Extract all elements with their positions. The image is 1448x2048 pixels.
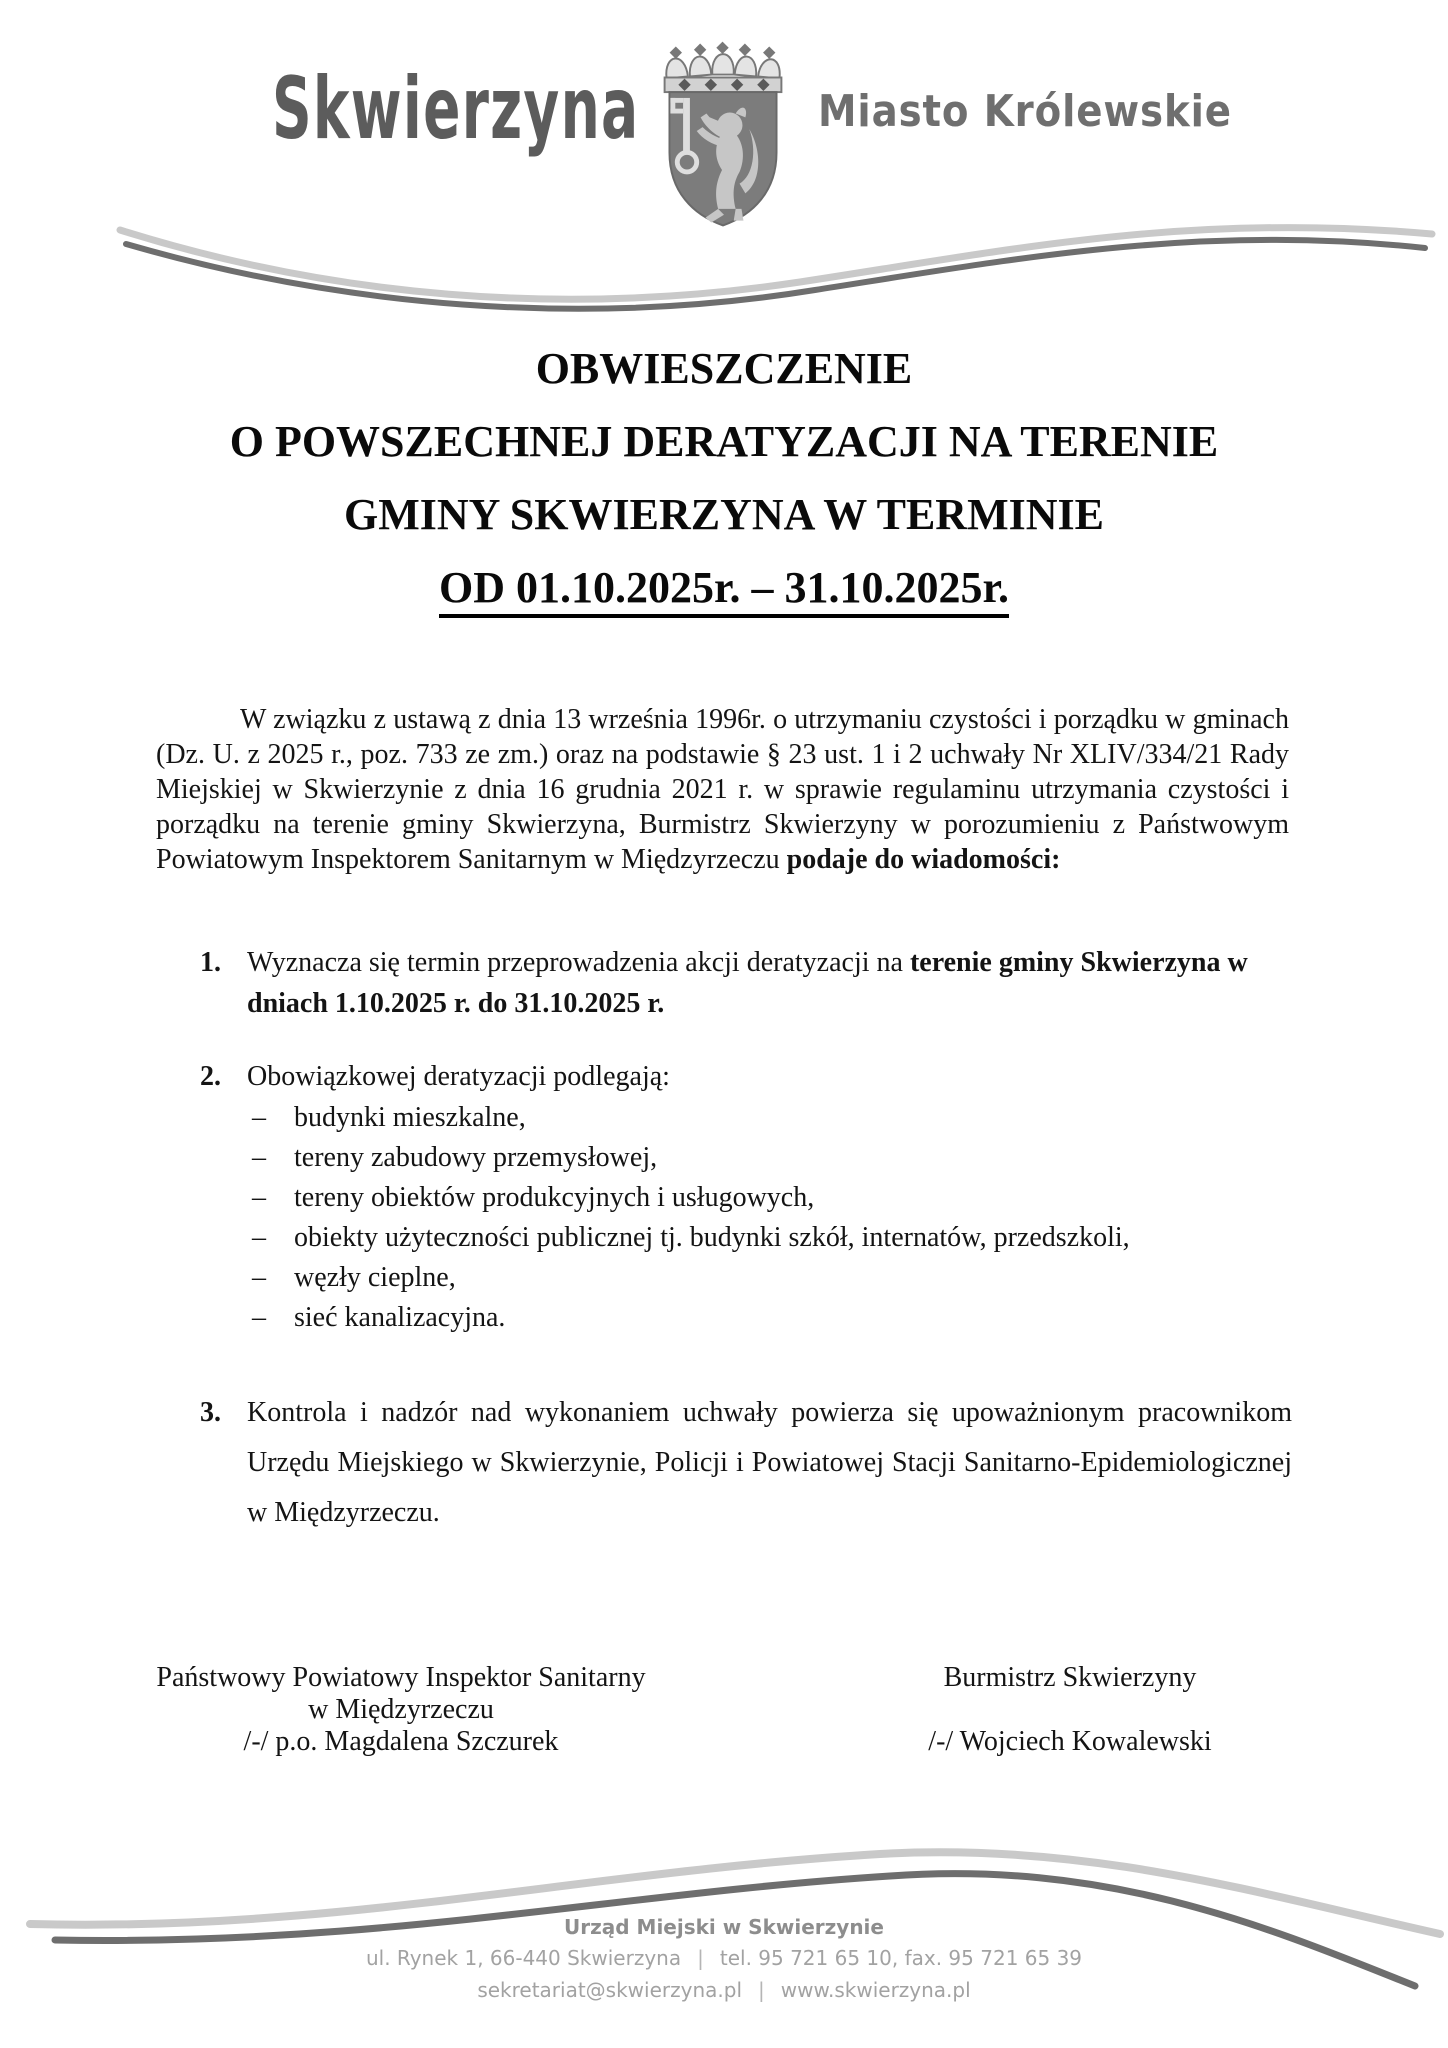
date-range-text: OD 01.10.2025r. – 31.10.2025r. bbox=[439, 564, 1009, 618]
signature-left-title: Państwowy Powiatowy Inspektor Sanitarny bbox=[156, 1662, 646, 1693]
bullet-item bbox=[252, 1138, 1292, 1178]
title-line-2: O POWSZECHNEJ DERATYZACJI NA TERENIE bbox=[229, 417, 1219, 466]
footer-phone: tel. 95 721 65 10, fax. 95 721 65 39 bbox=[719, 1946, 1083, 1970]
bullet-dash: – bbox=[252, 1102, 266, 1133]
bullet-text: obiekty użyteczności publicznej tj. budynki szkół, internatów, przedszkoli, bbox=[294, 1222, 1130, 1253]
footer-separator: | bbox=[758, 1978, 765, 2002]
footer bbox=[0, 1912, 1448, 2006]
bullet-text: tereny obiektów produkcyjnych i usługowych, bbox=[294, 1182, 815, 1213]
bullet-dash: – bbox=[252, 1142, 266, 1173]
bullet-text: tereny zabudowy przemysłowej, bbox=[294, 1142, 658, 1173]
bullet-text: sieć kanalizacyjna. bbox=[294, 1302, 506, 1333]
footer-contact-line bbox=[0, 1942, 1448, 1974]
signature-right-name: /-/ Wojciech Kowalewski bbox=[928, 1726, 1212, 1757]
list-item-2 bbox=[200, 1056, 1292, 1097]
item-1-text-bold: terenie gminy Skwierzyna w dniach 1.10.2025 r. do 31.10.2025 r. bbox=[247, 947, 1248, 1019]
header-wave-icon bbox=[0, 178, 1448, 313]
item-1-text bbox=[247, 942, 1292, 1024]
signature-left bbox=[118, 1662, 684, 1758]
intro-text-bold: podaje do wiadomości: bbox=[786, 844, 1061, 875]
signature-right bbox=[820, 1662, 1320, 1758]
signature-right-title: Burmistrz Skwierzyny bbox=[943, 1662, 1197, 1693]
bullet-item bbox=[252, 1098, 1292, 1138]
item-2-number: 2. bbox=[200, 1061, 221, 1092]
city-logo-text: Skwierzyna bbox=[272, 59, 640, 159]
footer-web-line bbox=[0, 1974, 1448, 2006]
item-1-number: 1. bbox=[200, 947, 221, 978]
item-3-number: 3. bbox=[200, 1397, 221, 1428]
title-date-range bbox=[0, 551, 1448, 624]
bullet-text: budynki mieszkalne, bbox=[294, 1102, 526, 1133]
list-item-1 bbox=[200, 942, 1292, 1024]
bullet-dash: – bbox=[252, 1302, 266, 1333]
signature-left-location: w Międzyrzeczu bbox=[308, 1694, 494, 1725]
list-item-3 bbox=[200, 1388, 1292, 1538]
bullet-item bbox=[252, 1178, 1292, 1218]
bullet-item bbox=[252, 1258, 1292, 1298]
intro-text: W związku z ustawą z dnia 13 września 1996r. o utrzymaniu czystości i porządku w gminach (Dz. U. z 2025 r., poz. 733 ze zm.) oraz na podstawie § 23 ust. 1 i 2 uchwały Nr XLIV/334/21 Rady Miejskiej w Skwierzynie z dnia 16 grudnia 2021 r. w sprawie regulaminu utrzymania czystości i porządku na terenie gminy Skwierzyna, Burmistrz Skwierzyny w porozumieniu z Państwowym Powiatowym Inspektorem Sanitarnym w Międzyrzeczu bbox=[156, 704, 1289, 875]
footer-separator: | bbox=[697, 1946, 704, 1970]
bullet-dash: – bbox=[252, 1182, 266, 1213]
intro-paragraph bbox=[156, 702, 1289, 877]
footer-email: sekretariat@skwierzyna.pl bbox=[477, 1978, 742, 2002]
bullet-list bbox=[252, 1098, 1292, 1338]
signature-left-name: /-/ p.o. Magdalena Szczurek bbox=[243, 1726, 559, 1757]
signature-right-spacer bbox=[820, 1694, 1320, 1726]
footer-website: www.skwierzyna.pl bbox=[780, 1978, 971, 2002]
title-line-1: OBWIESZCZENIE bbox=[535, 344, 913, 393]
footer-address: ul. Rynek 1, 66-440 Skwierzyna bbox=[365, 1946, 682, 1970]
bullet-dash: – bbox=[252, 1222, 266, 1253]
item-3-text: Kontrola i nadzór nad wykonaniem uchwały powierza się upoważnionym pracownikom Urzędu Miejskiego w Skwierzynie, Policji i Powiatowej Stacji Sanitarno-Epidemiologicznej w Międzyrzeczu. bbox=[247, 1397, 1292, 1528]
title-line-3: GMINY SKWIERZYNA W TERMINIE bbox=[344, 490, 1104, 539]
bullet-text: węzły cieplne, bbox=[294, 1262, 456, 1293]
bullet-item bbox=[252, 1218, 1292, 1258]
crown-icon bbox=[665, 42, 782, 92]
city-tagline: Miasto Królewskie bbox=[818, 86, 1232, 137]
item-1-text-regular: Wyznacza się termin przeprowadzenia akcji deratyzacji na bbox=[247, 947, 910, 978]
announcement-title bbox=[0, 332, 1448, 624]
footer-office-name: Urząd Miejski w Skwierzynie bbox=[564, 1915, 884, 1939]
bullet-item bbox=[252, 1298, 1292, 1338]
item-2-text: Obowiązkowej deratyzacji podlegają: bbox=[247, 1061, 670, 1092]
bullet-dash: – bbox=[252, 1262, 266, 1293]
